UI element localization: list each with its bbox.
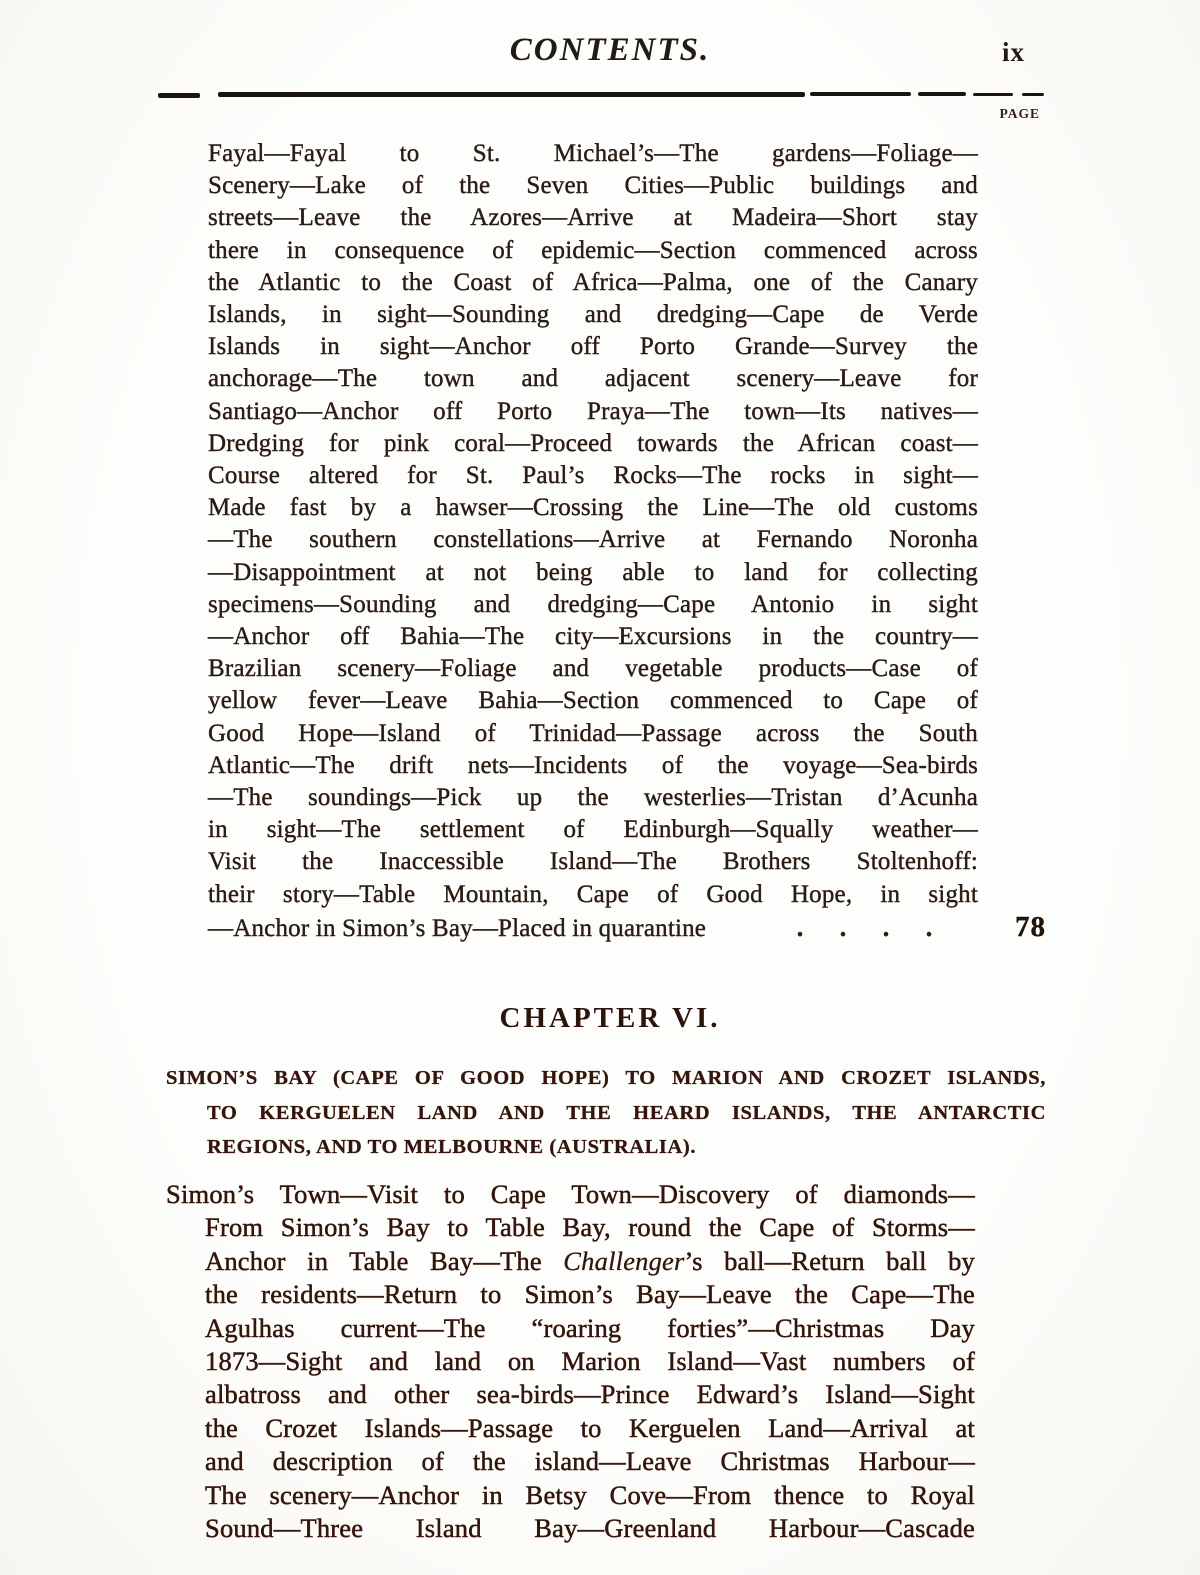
toc-text-line: the Crozet Islands—Passage to Kerguelen Land—Arrival at (205, 1412, 975, 1443)
toc-text-line: Brazilian scenery—Foliage and vegetable products—Case of (208, 655, 978, 683)
toc-text-line: Good Hope—Island of Trinidad—Passage across the South (208, 719, 978, 747)
toc-text-line: Agulhas current—The “roaring forties”—Christmas Day (205, 1312, 975, 1343)
toc-text-line: REGIONS, AND TO MELBOURNE (AUSTRALIA). (207, 1136, 697, 1158)
rule-segment (218, 92, 805, 97)
toc-text-line: —Anchor off Bahia—The city—Excursions in the country— (208, 623, 978, 651)
entry-page-number: 78 (1015, 910, 1046, 943)
toc-text-line: TO KERGUELEN LAND AND THE HEARD ISLANDS, THE ANTARCTIC (207, 1101, 1046, 1124)
closing-text: —Anchor in Simon’s Bay—Placed in quarantine (208, 914, 707, 942)
toc-text-line: Course altered for St. Paul’s Rocks—The rocks in sight— (208, 462, 978, 490)
toc-text-line: SIMON’S BAY (CAPE OF GOOD HOPE) TO MARION AND CROZET ISLANDS, (166, 1067, 1046, 1089)
chapter-heading: CHAPTER VI. (499, 1002, 721, 1034)
toc-text-line: The scenery—Anchor in Betsy Cove—From thence to Royal (205, 1479, 975, 1510)
toc-text-line: and description of the island—Leave Christmas Harbour— (205, 1446, 975, 1477)
toc-text-line: the residents—Return to Simon’s Bay—Leave the Cape—The (205, 1279, 975, 1310)
header-rule (158, 90, 1048, 98)
rule-segment (973, 93, 1013, 96)
toc-text-line: Fayal—Fayal to St. Michael’s—The gardens—Foliage— (208, 140, 978, 167)
chapter-synopsis (166, 1061, 1046, 1165)
toc-text-line: anchorage—The town and adjacent scenery—Leave for (208, 365, 978, 393)
page-title: CONTENTS. (509, 32, 711, 68)
toc-text-line: Scenery—Lake of the Seven Cities—Public buildings and (208, 172, 978, 200)
toc-text-line: albatross and other sea-birds—Prince Edward’s Island—Sight (205, 1379, 975, 1410)
toc-text-line: Santiago—Anchor off Porto Praya—The town—Its natives— (208, 397, 978, 425)
toc-text-line: specimens—Sounding and dredging—Cape Antonio in sight (208, 590, 978, 618)
toc-text-line: Visit the Inaccessible Island—The Brothers Stoltenhoff: (208, 848, 978, 876)
entry-text-lines (208, 138, 978, 911)
rule-segment (918, 92, 966, 96)
toc-text-line: Islands, in sight—Sounding and dredging—Cape de Verde (208, 301, 978, 329)
toc-text-line: there in consequence of epidemic—Section commenced across (208, 236, 978, 264)
toc-text-line: —The southern constellations—Arrive at Fernando Noronha (208, 526, 978, 554)
rule-segment (1022, 93, 1044, 96)
toc-text-line: their story—Table Mountain, Cape of Good Hope, in sight (208, 880, 978, 908)
entry-closing-line (208, 911, 1046, 945)
toc-text-line: Atlantic—The drift nets—Incidents of the voyage—Sea-birds (208, 751, 978, 779)
toc-text-line: in sight—The settlement of Edinburgh—Squally weather— (208, 816, 978, 844)
toc-entry-chapter-vi (166, 1178, 975, 1545)
toc-text-line: streets—Leave the Azores—Arrive at Madeira—Short stay (208, 204, 978, 232)
toc-text-line: Simon’s Town—Visit to Cape Town—Discovery of diamonds— (166, 1179, 975, 1209)
dot-leader: . . . . (796, 912, 933, 942)
toc-text-line: Sound—Three Island Bay—Greenland Harbour—Cascade (205, 1513, 975, 1544)
toc-text-line: the Atlantic to the Coast of Africa—Palma, one of the Canary (208, 268, 978, 296)
toc-text-line: Dredging for pink coral—Proceed towards the African coast— (208, 429, 978, 457)
toc-text-line: Made fast by a hawser—Crossing the Line—The old customs (208, 494, 978, 522)
folio-number: ix (1001, 37, 1025, 67)
rule-segment (810, 92, 911, 96)
toc-text-line: From Simon’s Bay to Table Bay, round the Cape of Storms— (205, 1212, 975, 1243)
toc-text-line: yellow fever—Leave Bahia—Section commenced to Cape of (208, 687, 978, 715)
toc-text-line: Islands in sight—Anchor off Porto Grande—Survey the (208, 333, 978, 361)
rule-segment (158, 93, 200, 98)
toc-entry-chapter-v (208, 138, 1046, 945)
page-column-label: PAGE (999, 106, 1040, 121)
toc-text-line: —The soundings—Pick up the westerlies—Tristan d’Acunha (208, 784, 978, 812)
toc-text-line: 1873—Sight and land on Marion Island—Vast numbers of (205, 1346, 975, 1377)
toc-text-line: Anchor in Table Bay—The Challenger’s ball—Return ball by (205, 1245, 975, 1276)
toc-text-line: —Disappointment at not being able to land for collecting (208, 558, 978, 586)
